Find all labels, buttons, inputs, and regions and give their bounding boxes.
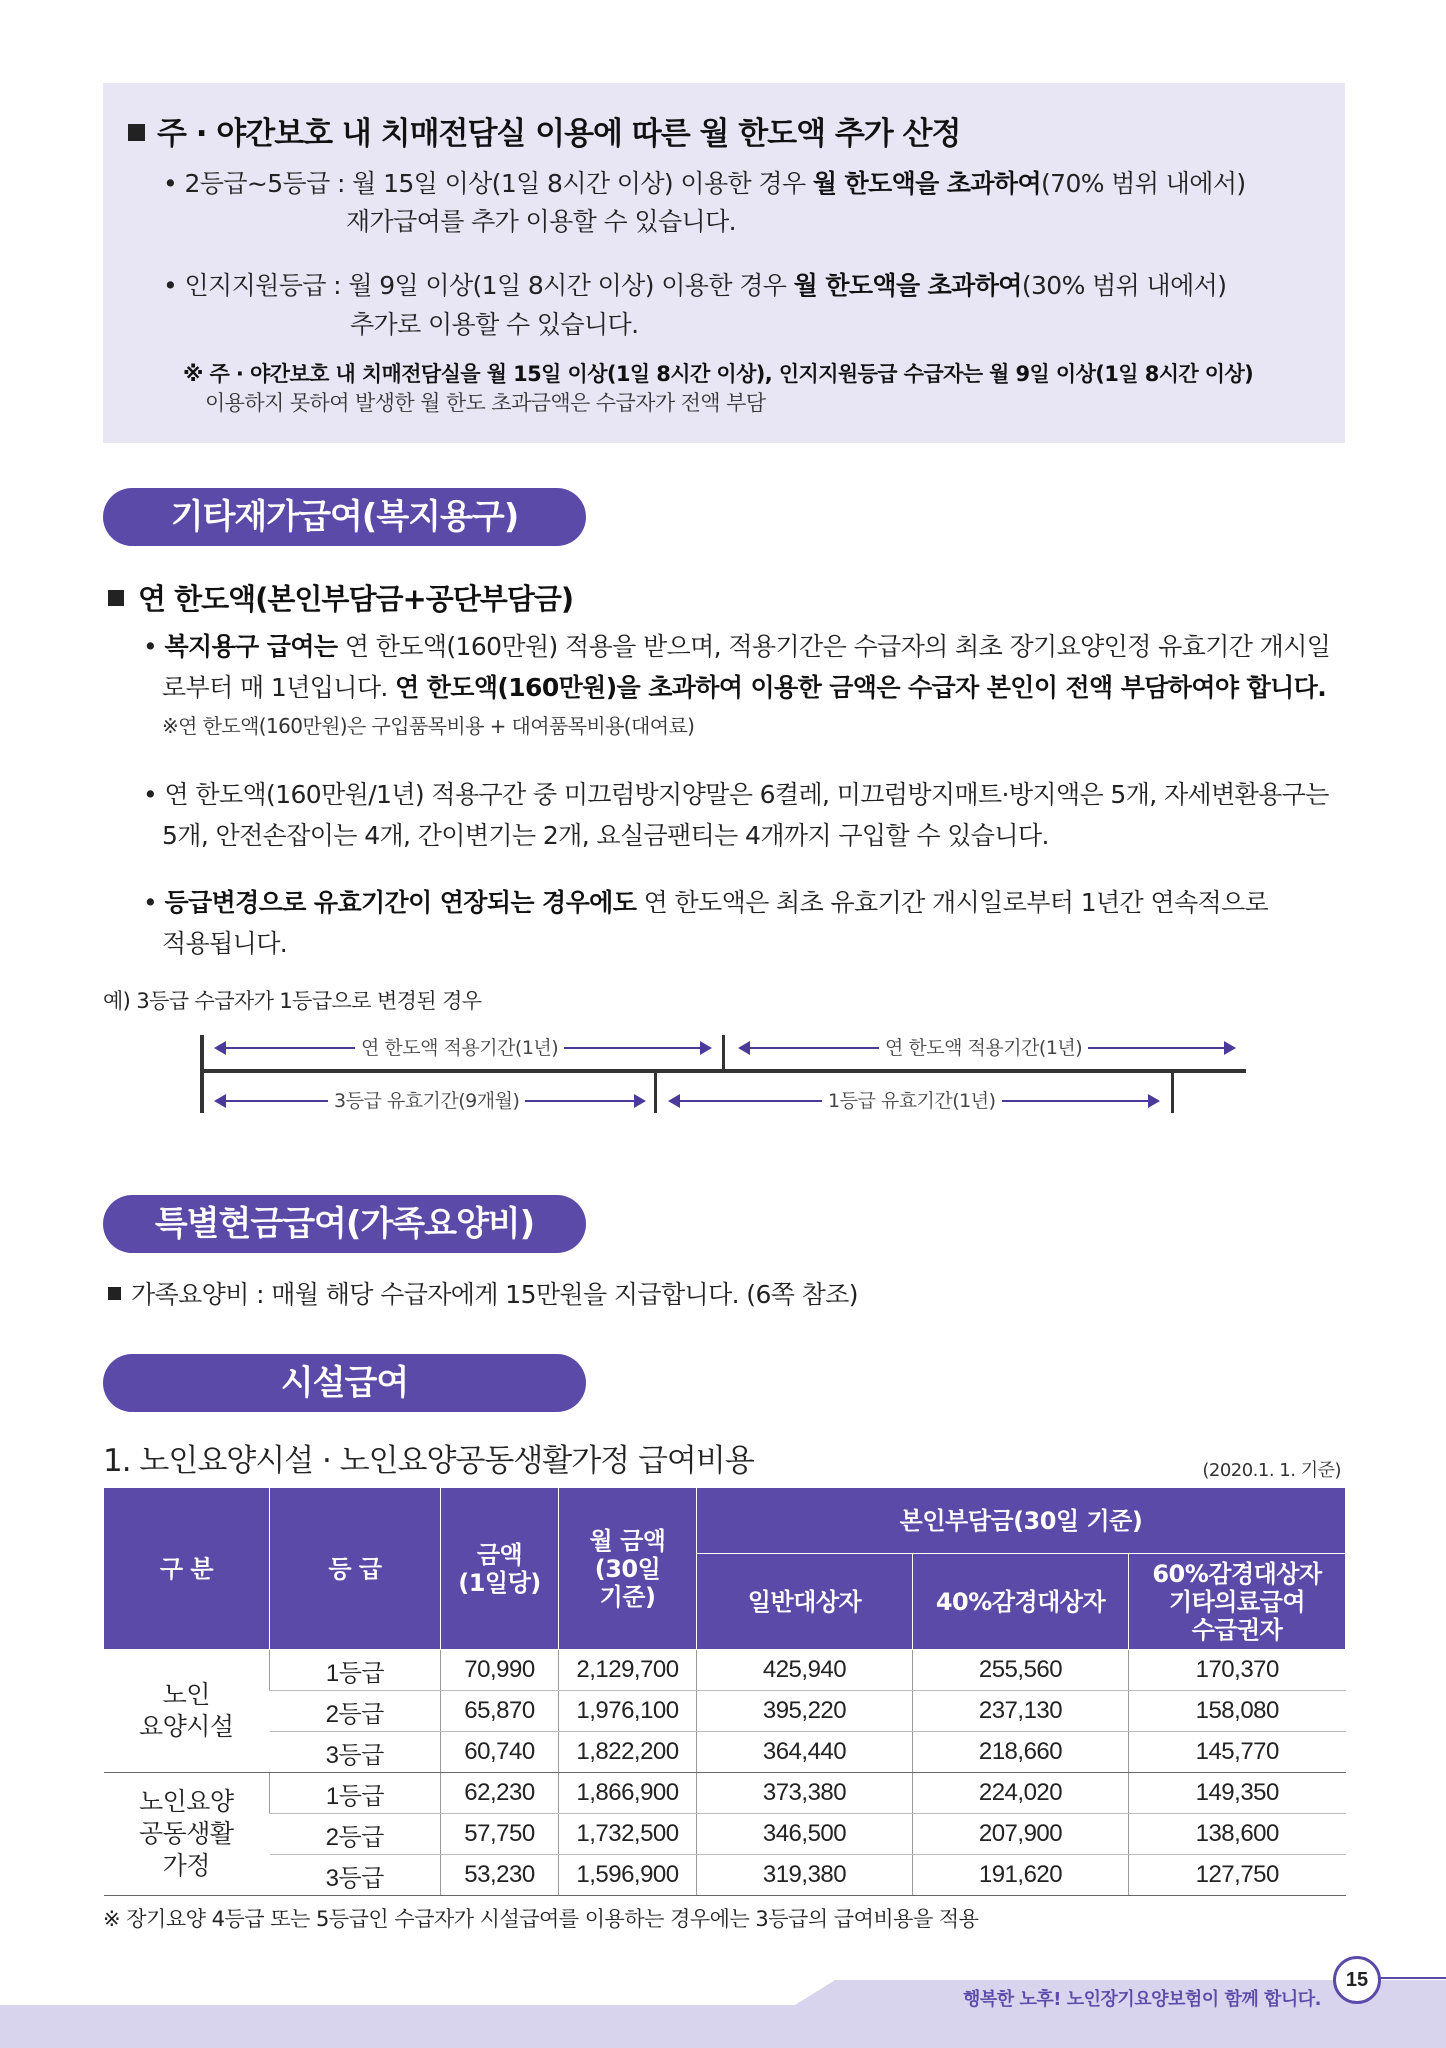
cell-monthly: 1,822,200 xyxy=(559,1732,697,1773)
timeline-mid-tick-bottom xyxy=(654,1071,657,1113)
cell-reduced-60: 158,080 xyxy=(1129,1691,1346,1732)
family-care-allowance-line: 가족요양비 : 매월 해당 수급자에게 15만원을 지급합니다. (6쪽 참조) xyxy=(108,1275,858,1311)
cell-reduced-40: 191,620 xyxy=(913,1855,1129,1896)
header-daily-amount: 금액 (1일당) xyxy=(441,1488,559,1650)
cell-reduced-60: 138,600 xyxy=(1129,1814,1346,1855)
header-monthly-amount: 월 금액 (30일 기준) xyxy=(559,1488,697,1650)
header-reduced-40: 40%감경대상자 xyxy=(913,1554,1129,1650)
timeline-label-bottom-left: 3등급 유효기간(9개월) xyxy=(328,1086,525,1113)
timeline-mid-tick-top xyxy=(722,1035,725,1071)
section-pill-welfare-equipment: 기타재가급여(복지용구) xyxy=(103,488,586,546)
welfare-bullet-2-line-1: • 연 한도액(160만원/1년) 적용구간 중 미끄럼방지양말은 6켤레, 미끄럼방지매트·방지액은 5개, 자세변환용구는 xyxy=(143,780,1329,809)
arrow-left-icon xyxy=(214,1041,226,1055)
cell-general: 395,220 xyxy=(697,1691,913,1732)
cell-daily: 60,740 xyxy=(441,1732,559,1773)
cell-general: 319,380 xyxy=(697,1855,913,1896)
arrow-right-icon xyxy=(634,1094,646,1108)
square-bullet-icon xyxy=(108,590,124,606)
arrow-left-icon xyxy=(738,1041,750,1055)
cell-monthly: 2,129,700 xyxy=(559,1650,697,1691)
basis-date: (2020.1. 1. 기준) xyxy=(1202,1460,1341,1481)
group-name: 노인요양 공동생활 가정 xyxy=(104,1773,270,1896)
header-grade: 등 급 xyxy=(270,1488,441,1650)
table-row xyxy=(104,1855,1346,1896)
cell-general: 425,940 xyxy=(697,1650,913,1691)
timeline-label-top-left: 연 한도액 적용기간(1년) xyxy=(355,1033,564,1060)
info-note-line-2: 이용하지 못하여 발생한 월 한도 초과금액은 수급자가 전액 부담 xyxy=(205,391,766,415)
welfare-bullet-3-line-2: 적용됩니다. xyxy=(162,929,288,958)
square-bullet-icon xyxy=(108,1287,121,1300)
cell-daily: 65,870 xyxy=(441,1691,559,1732)
square-bullet-icon xyxy=(128,124,145,141)
cell-monthly: 1,976,100 xyxy=(559,1691,697,1732)
cell-reduced-40: 218,660 xyxy=(913,1732,1129,1773)
cell-reduced-40: 207,900 xyxy=(913,1814,1129,1855)
welfare-bullet-1-line-1: • 복지용구 급여는 연 한도액(160만원) 적용을 받으며, 적용기간은 수급자의 최초 장기요양인정 유효기간 개시일 xyxy=(143,632,1331,661)
header-copay: 본인부담금(30일 기준) xyxy=(697,1488,1346,1554)
timeline-label-bottom-right: 1등급 유효기간(1년) xyxy=(822,1086,1002,1113)
welfare-bullet-2-line-2: 5개, 안전손잡이는 4개, 간이변기는 2개, 요실금팬티는 4개까지 구입할 수 있습니다. xyxy=(162,821,1049,850)
cell-reduced-40: 255,560 xyxy=(913,1650,1129,1691)
footer-band xyxy=(0,2005,1446,2048)
welfare-bullet-3-line-1: • 등급변경으로 유효기간이 연장되는 경우에도 연 한도액은 최초 유효기간 개시일로부터 1년간 연속적으로 xyxy=(143,888,1269,917)
example-caption: 예) 3등급 수급자가 1등급으로 변경된 경우 xyxy=(103,989,482,1013)
timeline-end-tick xyxy=(1171,1071,1174,1113)
timeline-start-tick xyxy=(200,1035,204,1113)
cell-reduced-60: 127,750 xyxy=(1129,1855,1346,1896)
header-reduced-60: 60%감경대상자 기타의료급여 수급권자 xyxy=(1129,1554,1346,1650)
info-item-1-line-2: 재가급여를 추가 이용할 수 있습니다. xyxy=(346,207,736,236)
cell-reduced-40: 224,020 xyxy=(913,1773,1129,1814)
cell-reduced-60: 149,350 xyxy=(1129,1773,1346,1814)
header-category: 구 분 xyxy=(104,1488,270,1650)
info-item-2-line-1: • 인지지원등급 : 월 9일 이상(1일 8시간 이상) 이용한 경우 월 한도액을 초과하여(30% 범위 내에서) xyxy=(163,271,1227,300)
table-row xyxy=(104,1691,1346,1732)
table-row xyxy=(104,1773,1346,1814)
arrow-left-icon xyxy=(668,1094,680,1108)
cell-reduced-40: 237,130 xyxy=(913,1691,1129,1732)
table-row xyxy=(104,1650,1346,1691)
cell-grade: 2등급 xyxy=(270,1814,441,1855)
page-number: 15 xyxy=(1333,1956,1381,2004)
footer-slogan: 행복한 노후! 노인장기요양보험이 함께 합니다. xyxy=(963,1989,1321,2010)
cell-daily: 53,230 xyxy=(441,1855,559,1896)
cell-general: 364,440 xyxy=(697,1732,913,1773)
welfare-heading: 연 한도액(본인부담금+공단부담금) xyxy=(108,577,573,618)
cell-grade: 2등급 xyxy=(270,1691,441,1732)
cell-reduced-60: 170,370 xyxy=(1129,1650,1346,1691)
cell-grade: 3등급 xyxy=(270,1855,441,1896)
table-row xyxy=(104,1732,1346,1773)
header-general: 일반대상자 xyxy=(697,1554,913,1650)
cell-daily: 70,990 xyxy=(441,1650,559,1691)
info-item-2-line-2: 추가로 이용할 수 있습니다. xyxy=(350,310,639,339)
cell-monthly: 1,596,900 xyxy=(559,1855,697,1896)
cell-monthly: 1,866,900 xyxy=(559,1773,697,1814)
arrow-right-icon xyxy=(1148,1094,1160,1108)
welfare-bullet-1-note: ※연 한도액(160만원)은 구입품목비용 + 대여품목비용(대여료) xyxy=(162,714,695,738)
section-pill-special-cash: 특별현금급여(가족요양비) xyxy=(103,1195,586,1253)
facility-subtitle: 1. 노인요양시설 · 노인요양공동생활가정 급여비용 xyxy=(103,1443,754,1479)
welfare-bullet-1-line-2: 로부터 매 1년입니다. 연 한도액(160만원)을 초과하여 이용한 금액은 수급자 본인이 전액 부담하여야 합니다. xyxy=(162,673,1327,702)
arrow-right-icon xyxy=(700,1041,712,1055)
cell-grade: 3등급 xyxy=(270,1732,441,1773)
table-row xyxy=(104,1814,1346,1855)
arrow-right-icon xyxy=(1224,1041,1236,1055)
cell-monthly: 1,732,500 xyxy=(559,1814,697,1855)
cell-daily: 62,230 xyxy=(441,1773,559,1814)
cell-general: 346,500 xyxy=(697,1814,913,1855)
info-note-line-1: ※ 주 · 야간보호 내 치매전담실을 월 15일 이상(1일 8시간 이상), 인지지원등급 수급자는 월 9일 이상(1일 8시간 이상) xyxy=(183,362,1254,386)
cell-reduced-60: 145,770 xyxy=(1129,1732,1346,1773)
group-name: 노인 요양시설 xyxy=(104,1650,270,1773)
cell-general: 373,380 xyxy=(697,1773,913,1814)
section-pill-facility: 시설급여 xyxy=(103,1354,586,1412)
cell-grade: 1등급 xyxy=(270,1773,441,1814)
arrow-left-icon xyxy=(214,1094,226,1108)
facility-fee-table xyxy=(103,1487,1346,1896)
cell-daily: 57,750 xyxy=(441,1814,559,1855)
table-footnote: ※ 장기요양 4등급 또는 5등급인 수급자가 시설급여를 이용하는 경우에는 3등급의 급여비용을 적용 xyxy=(103,1907,979,1931)
info-item-1-line-1: • 2등급~5등급 : 월 15일 이상(1일 8시간 이상) 이용한 경우 월 한도액을 초과하여(70% 범위 내에서) xyxy=(163,169,1246,198)
cell-grade: 1등급 xyxy=(270,1650,441,1691)
timeline-label-top-right: 연 한도액 적용기간(1년) xyxy=(879,1033,1088,1060)
page-number-line xyxy=(1378,1977,1446,1979)
info-box-title: 주 · 야간보호 내 치매전담실 이용에 따른 월 한도액 추가 산정 xyxy=(128,108,960,153)
